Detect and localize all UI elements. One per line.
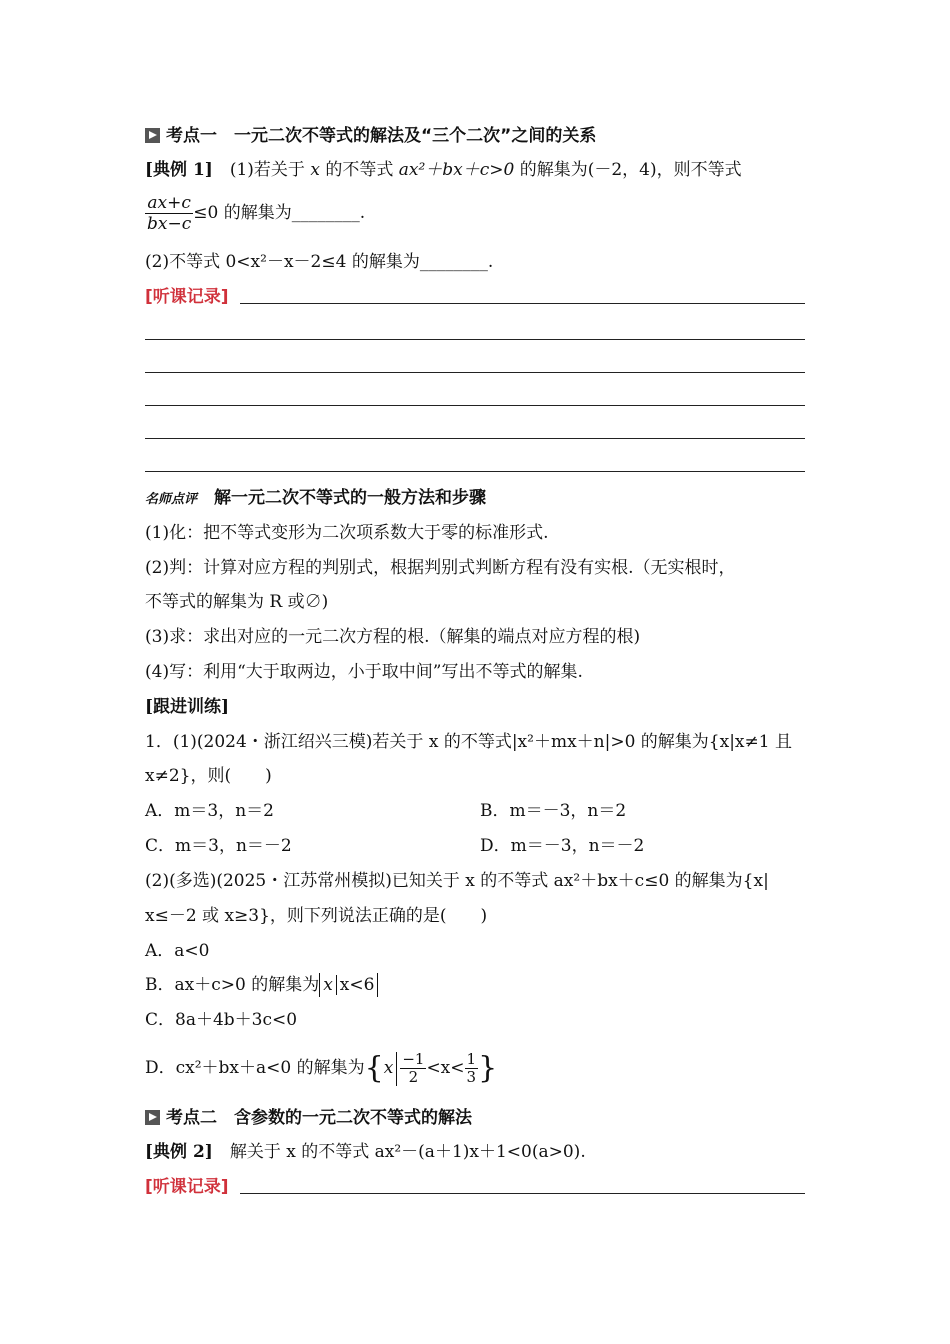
comment-step-3: (3)求：求出对应的一元二次方程的根.（解集的端点对应方程的根) [145, 627, 641, 647]
ex1-line2 [145, 193, 365, 234]
ex1-line1 [145, 158, 742, 182]
ex1-expr: ax²＋bx＋c>0 [398, 160, 515, 180]
listen1-rule-5 [145, 471, 805, 472]
listen1-rule-2 [145, 372, 805, 373]
q1-option-c: C．m＝3，n＝－2 [145, 836, 292, 856]
listen2-rule-0 [240, 1193, 805, 1194]
comment-step-4: (4)写：利用“大于取两边，小于取中间”写出不等式的解集. [145, 662, 583, 682]
kp1-heading [145, 124, 596, 148]
listen1-label: [听课记录] [145, 287, 229, 307]
q2-d-frac1 [400, 1051, 426, 1086]
comment-step-2a: (2)判：计算对应方程的判别式，根据判别式判断方程有没有实根.（无实根时， [145, 558, 736, 578]
listen1-rule-0 [240, 303, 805, 304]
ex2-text: 解关于 x 的不等式 ax²－(a＋1)x＋1<0(a>0). [212, 1142, 586, 1162]
ex1-fraction [145, 193, 193, 234]
listen2-label: [听课记录] [145, 1177, 229, 1197]
ex1-text-b: 的不等式 [319, 160, 399, 180]
q1-line2: x≠2}，则( ) [145, 766, 272, 786]
ex1-text-c: 的解集为(－2，4)，则不等式 [514, 160, 742, 180]
frac2-den: 3 [466, 1068, 477, 1086]
q2-line2: x≤－2 或 x≥3}，则下列说法正确的是( ) [145, 906, 488, 926]
frac-numerator: ax+c [145, 193, 193, 214]
q2-b-text: B．ax＋c>0 的解集为 [145, 975, 320, 995]
q2-option-c: C．8a＋4b＋3c<0 [145, 1010, 298, 1030]
comment-step-2b: 不等式的解集为 R 或∅) [145, 592, 329, 612]
q2-option-a: A．a<0 [145, 941, 210, 961]
q2-option-b [145, 973, 378, 997]
q1-option-a: A．m＝3，n＝2 [145, 801, 274, 821]
q2-b-set-cond: x<6 [339, 975, 375, 995]
play-triangle-icon [145, 1110, 160, 1125]
ex1-part2: (2)不等式 0<x²－x－2≤4 的解集为________. [145, 252, 494, 272]
q2-d-mid: <x< [426, 1058, 465, 1078]
ex2-line [145, 1140, 586, 1164]
q1-option-b: B．m＝－3，n＝2 [480, 801, 627, 821]
q2-option-d: D．cx²＋bx＋a<0 的解集为{x $\frac{-1}{2}$ <x< $\frac{1}{3}$ } [145, 1050, 498, 1086]
listen1-rule-4 [145, 438, 805, 439]
frac-denominator: bx−c [147, 214, 192, 234]
kp2-heading [145, 1106, 472, 1130]
frac1-num: −1 [402, 1050, 425, 1068]
q2-d-text: D．cx²＋bx＋a<0 的解集为 [145, 1058, 365, 1078]
q2-d-frac2 [465, 1051, 479, 1086]
ex1-text-d: ≤0 的解集为________. [193, 203, 366, 223]
training-tag: [跟进训练] [145, 697, 230, 717]
q2-d-var: x [383, 1058, 394, 1078]
frac1-den: 2 [408, 1068, 419, 1086]
comment-title: 解一元二次不等式的一般方法和步骤 [214, 488, 487, 508]
ex1-tag: [典例 1] [145, 160, 213, 180]
comment-step-1: (1)化：把不等式变形为二次项系数大于零的标准形式. [145, 523, 549, 543]
kp2-title: 考点二 含参数的一元二次不等式的解法 [166, 1108, 472, 1128]
ex1-var-x: x [310, 160, 320, 180]
q1-line1: 1．(1)(2024・浙江绍兴三模)若关于 x 的不等式|x²＋mx＋n|>0 的解集为{x|x≠1 且 [145, 732, 792, 752]
comment-badge: 名师点评 [145, 492, 198, 507]
ex2-tag: [典例 2] [145, 1142, 213, 1162]
frac2-num: 1 [466, 1050, 477, 1068]
comment-heading [145, 486, 486, 512]
kp1-title: 考点一 一元二次不等式的解法及“三个二次”之间的关系 [166, 126, 597, 146]
listen1-rule-1 [145, 339, 805, 340]
ex1-text-a: (1)若关于 [229, 160, 311, 180]
play-triangle-icon [145, 128, 160, 143]
q2-line1: (2)(多选)(2025・江苏常州模拟)已知关于 x 的不等式 ax²＋bx＋c≤0 的解集为{x| [145, 871, 769, 891]
q1-option-d: D．m＝－3，n＝－2 [480, 836, 645, 856]
listen1-rule-3 [145, 405, 805, 406]
q2-b-set [319, 973, 378, 997]
q2-b-set-var: x [323, 975, 333, 995]
